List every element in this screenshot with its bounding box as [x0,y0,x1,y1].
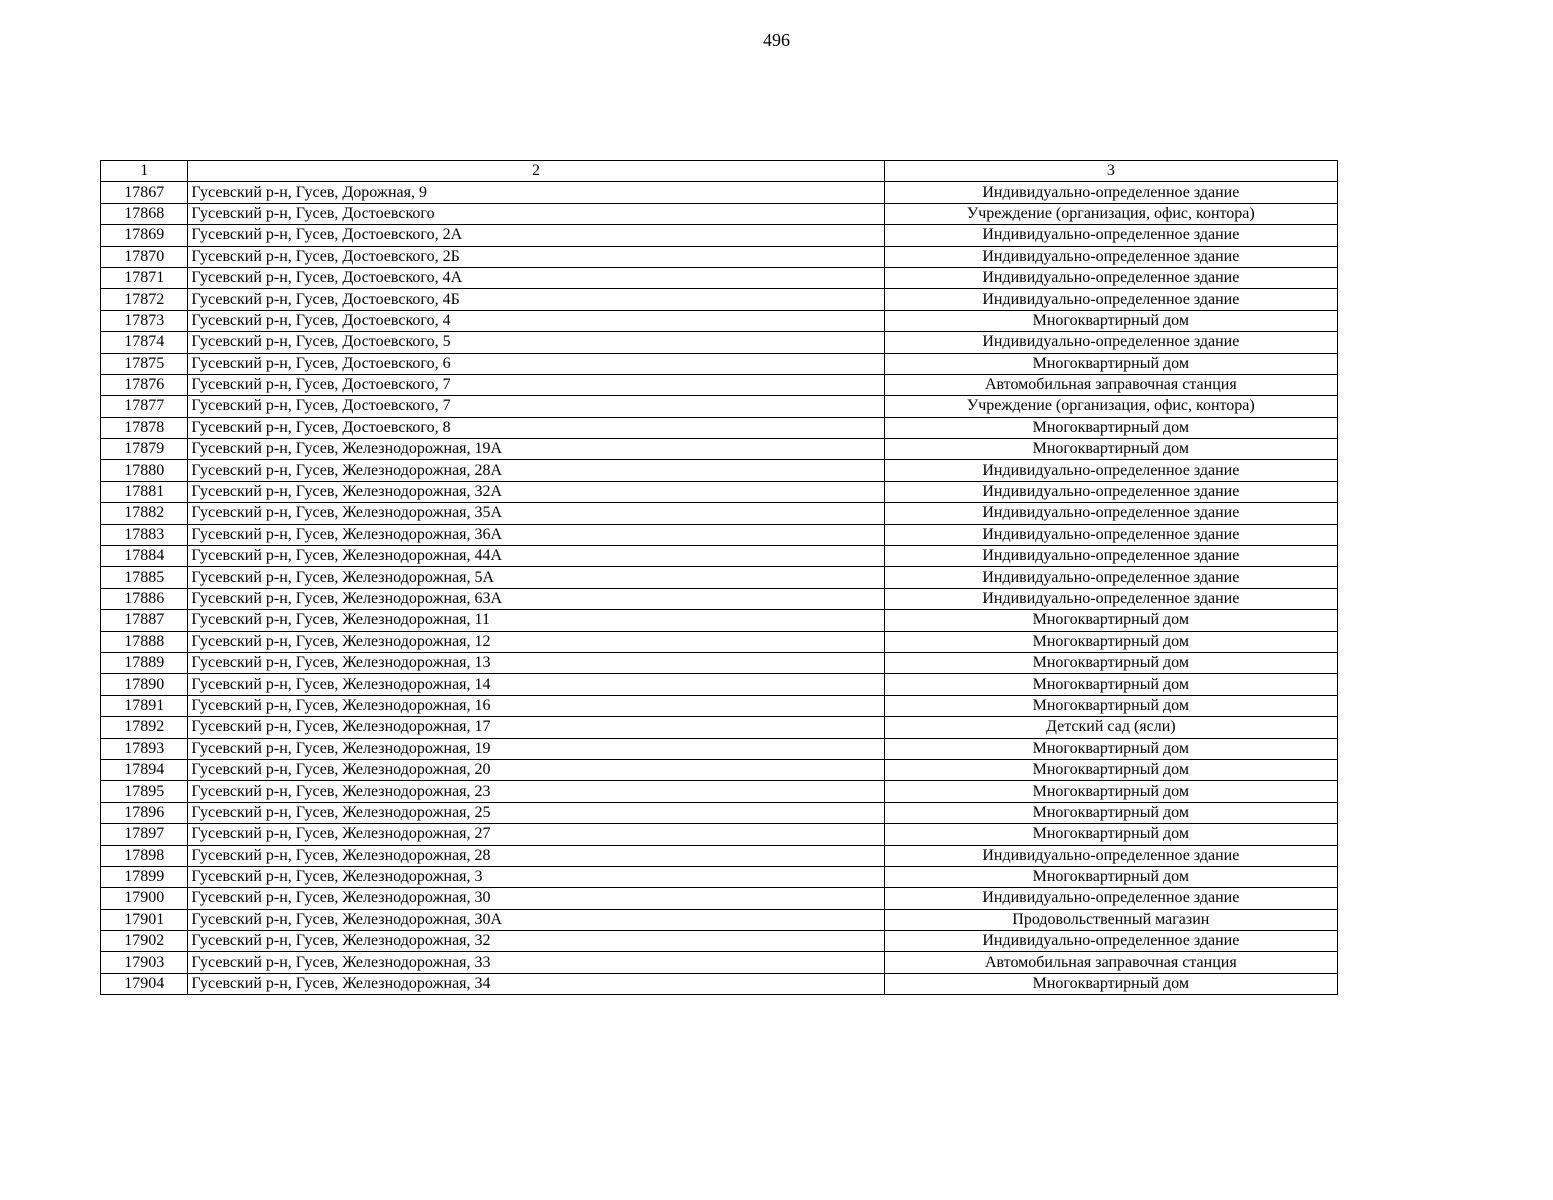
row-number-cell: 17876 [101,374,188,395]
header-cell-1: 1 [101,161,188,182]
object-type-cell: Многоквартирный дом [884,610,1337,631]
address-cell: Гусевский р-н, Гусев, Железнодорожная, 12 [188,631,884,652]
table-row [101,845,1338,866]
address-cell: Гусевский р-н, Гусев, Железнодорожная, 5А [188,567,884,588]
row-number-cell: 17867 [101,182,188,203]
object-type-cell: Индивидуально-определенное здание [884,332,1337,353]
address-cell: Гусевский р-н, Гусев, Железнодорожная, 27 [188,824,884,845]
address-cell: Гусевский р-н, Гусев, Железнодорожная, 34 [188,973,884,994]
object-type-cell: Продовольственный магазин [884,909,1337,930]
table-row [101,631,1338,652]
row-number-cell: 17877 [101,396,188,417]
table-row [101,417,1338,438]
address-cell: Гусевский р-н, Гусев, Железнодорожная, 19А [188,439,884,460]
address-cell: Гусевский р-н, Гусев, Железнодорожная, 33 [188,952,884,973]
object-type-cell: Индивидуально-определенное здание [884,567,1337,588]
object-type-cell: Индивидуально-определенное здание [884,246,1337,267]
object-type-cell: Многоквартирный дом [884,310,1337,331]
row-number-cell: 17903 [101,952,188,973]
row-number-cell: 17898 [101,845,188,866]
row-number-cell: 17878 [101,417,188,438]
address-cell: Гусевский р-н, Гусев, Железнодорожная, 11 [188,610,884,631]
row-number-cell: 17871 [101,267,188,288]
table-row [101,310,1338,331]
table-row [101,952,1338,973]
table-row [101,460,1338,481]
object-type-cell: Индивидуально-определенное здание [884,289,1337,310]
address-cell: Гусевский р-н, Гусев, Железнодорожная, 30А [188,909,884,930]
table-row [101,695,1338,716]
row-number-cell: 17872 [101,289,188,310]
table-row [101,353,1338,374]
row-number-cell: 17882 [101,503,188,524]
object-type-cell: Многоквартирный дом [884,973,1337,994]
address-cell: Гусевский р-н, Гусев, Достоевского, 4 [188,310,884,331]
object-type-cell: Многоквартирный дом [884,353,1337,374]
object-type-cell: Автомобильная заправочная станция [884,374,1337,395]
object-type-cell: Индивидуально-определенное здание [884,225,1337,246]
table-header-row [101,161,1338,182]
row-number-cell: 17902 [101,931,188,952]
object-type-cell: Многоквартирный дом [884,802,1337,823]
row-number-cell: 17887 [101,610,188,631]
header-cell-2: 2 [188,161,884,182]
table-row [101,567,1338,588]
table-row [101,503,1338,524]
registry-table [100,160,1338,995]
row-number-cell: 17899 [101,866,188,887]
row-number-cell: 17881 [101,481,188,502]
address-cell: Гусевский р-н, Гусев, Достоевского, 7 [188,374,884,395]
row-number-cell: 17892 [101,717,188,738]
table-row [101,866,1338,887]
object-type-cell: Многоквартирный дом [884,674,1337,695]
row-number-cell: 17869 [101,225,188,246]
object-type-cell: Индивидуально-определенное здание [884,503,1337,524]
address-cell: Гусевский р-н, Гусев, Железнодорожная, 23 [188,781,884,802]
object-type-cell: Многоквартирный дом [884,439,1337,460]
row-number-cell: 17884 [101,546,188,567]
object-type-cell: Многоквартирный дом [884,824,1337,845]
table-row [101,203,1338,224]
table-row [101,973,1338,994]
table-row [101,524,1338,545]
table-row [101,909,1338,930]
address-cell: Гусевский р-н, Гусев, Железнодорожная, 44А [188,546,884,567]
address-cell: Гусевский р-н, Гусев, Железнодорожная, 17 [188,717,884,738]
address-cell: Гусевский р-н, Гусев, Достоевского, 2А [188,225,884,246]
table-row [101,439,1338,460]
table-row [101,674,1338,695]
address-cell: Гусевский р-н, Гусев, Достоевского, 7 [188,396,884,417]
table-row [101,374,1338,395]
table-row [101,546,1338,567]
table-row [101,759,1338,780]
row-number-cell: 17874 [101,332,188,353]
object-type-cell: Индивидуально-определенное здание [884,888,1337,909]
row-number-cell: 17880 [101,460,188,481]
row-number-cell: 17875 [101,353,188,374]
table-row [101,225,1338,246]
address-cell: Гусевский р-н, Гусев, Железнодорожная, 30 [188,888,884,909]
address-cell: Гусевский р-н, Гусев, Железнодорожная, 20 [188,759,884,780]
address-cell: Гусевский р-н, Гусев, Достоевского [188,203,884,224]
address-cell: Гусевский р-н, Гусев, Железнодорожная, 3 [188,866,884,887]
table-row [101,289,1338,310]
row-number-cell: 17870 [101,246,188,267]
table-row [101,246,1338,267]
row-number-cell: 17879 [101,439,188,460]
address-cell: Гусевский р-н, Гусев, Железнодорожная, 25 [188,802,884,823]
object-type-cell: Индивидуально-определенное здание [884,481,1337,502]
table-row [101,652,1338,673]
address-cell: Гусевский р-н, Гусев, Железнодорожная, 28 [188,845,884,866]
object-type-cell: Индивидуально-определенное здание [884,546,1337,567]
object-type-cell: Учреждение (организация, офис, контора) [884,396,1337,417]
address-cell: Гусевский р-н, Гусев, Железнодорожная, 16 [188,695,884,716]
table-row [101,888,1338,909]
object-type-cell: Индивидуально-определенное здание [884,588,1337,609]
table-row [101,481,1338,502]
address-cell: Гусевский р-н, Гусев, Железнодорожная, 32 [188,931,884,952]
object-type-cell: Многоквартирный дом [884,631,1337,652]
object-type-cell: Многоквартирный дом [884,738,1337,759]
row-number-cell: 17868 [101,203,188,224]
address-cell: Гусевский р-н, Гусев, Железнодорожная, 14 [188,674,884,695]
row-number-cell: 17889 [101,652,188,673]
object-type-cell: Автомобильная заправочная станция [884,952,1337,973]
row-number-cell: 17890 [101,674,188,695]
table-row [101,931,1338,952]
table-row [101,738,1338,759]
row-number-cell: 17886 [101,588,188,609]
header-cell-3: 3 [884,161,1337,182]
table-row [101,182,1338,203]
table-row [101,824,1338,845]
address-cell: Гусевский р-н, Гусев, Железнодорожная, 13 [188,652,884,673]
object-type-cell: Многоквартирный дом [884,695,1337,716]
row-number-cell: 17895 [101,781,188,802]
row-number-cell: 17885 [101,567,188,588]
row-number-cell: 17891 [101,695,188,716]
address-cell: Гусевский р-н, Гусев, Достоевского, 4Б [188,289,884,310]
address-cell: Гусевский р-н, Гусев, Железнодорожная, 63А [188,588,884,609]
object-type-cell: Многоквартирный дом [884,866,1337,887]
table-row [101,717,1338,738]
table-row [101,610,1338,631]
table-row [101,332,1338,353]
table-row [101,802,1338,823]
address-cell: Гусевский р-н, Гусев, Железнодорожная, 36А [188,524,884,545]
row-number-cell: 17901 [101,909,188,930]
table-row [101,267,1338,288]
address-cell: Гусевский р-н, Гусев, Железнодорожная, 28А [188,460,884,481]
address-cell: Гусевский р-н, Гусев, Достоевского, 4А [188,267,884,288]
row-number-cell: 17900 [101,888,188,909]
table-body [101,182,1338,995]
object-type-cell: Многоквартирный дом [884,759,1337,780]
object-type-cell: Индивидуально-определенное здание [884,845,1337,866]
address-cell: Гусевский р-н, Гусев, Достоевского, 8 [188,417,884,438]
object-type-cell: Индивидуально-определенное здание [884,267,1337,288]
address-cell: Гусевский р-н, Гусев, Дорожная, 9 [188,182,884,203]
object-type-cell: Учреждение (организация, офис, контора) [884,203,1337,224]
address-cell: Гусевский р-н, Гусев, Достоевского, 5 [188,332,884,353]
object-type-cell: Многоквартирный дом [884,781,1337,802]
address-cell: Гусевский р-н, Гусев, Достоевского, 2Б [188,246,884,267]
row-number-cell: 17904 [101,973,188,994]
address-cell: Гусевский р-н, Гусев, Достоевского, 6 [188,353,884,374]
row-number-cell: 17873 [101,310,188,331]
table-row [101,396,1338,417]
object-type-cell: Индивидуально-определенное здание [884,460,1337,481]
address-cell: Гусевский р-н, Гусев, Железнодорожная, 35А [188,503,884,524]
object-type-cell: Многоквартирный дом [884,652,1337,673]
object-type-cell: Детский сад (ясли) [884,717,1337,738]
object-type-cell: Индивидуально-определенное здание [884,524,1337,545]
address-cell: Гусевский р-н, Гусев, Железнодорожная, 32А [188,481,884,502]
object-type-cell: Многоквартирный дом [884,417,1337,438]
table-row [101,588,1338,609]
row-number-cell: 17896 [101,802,188,823]
row-number-cell: 17893 [101,738,188,759]
address-cell: Гусевский р-н, Гусев, Железнодорожная, 19 [188,738,884,759]
row-number-cell: 17883 [101,524,188,545]
object-type-cell: Индивидуально-определенное здание [884,931,1337,952]
row-number-cell: 17894 [101,759,188,780]
row-number-cell: 17888 [101,631,188,652]
row-number-cell: 17897 [101,824,188,845]
page-number: 496 [763,30,790,50]
table-row [101,781,1338,802]
object-type-cell: Индивидуально-определенное здание [884,182,1337,203]
